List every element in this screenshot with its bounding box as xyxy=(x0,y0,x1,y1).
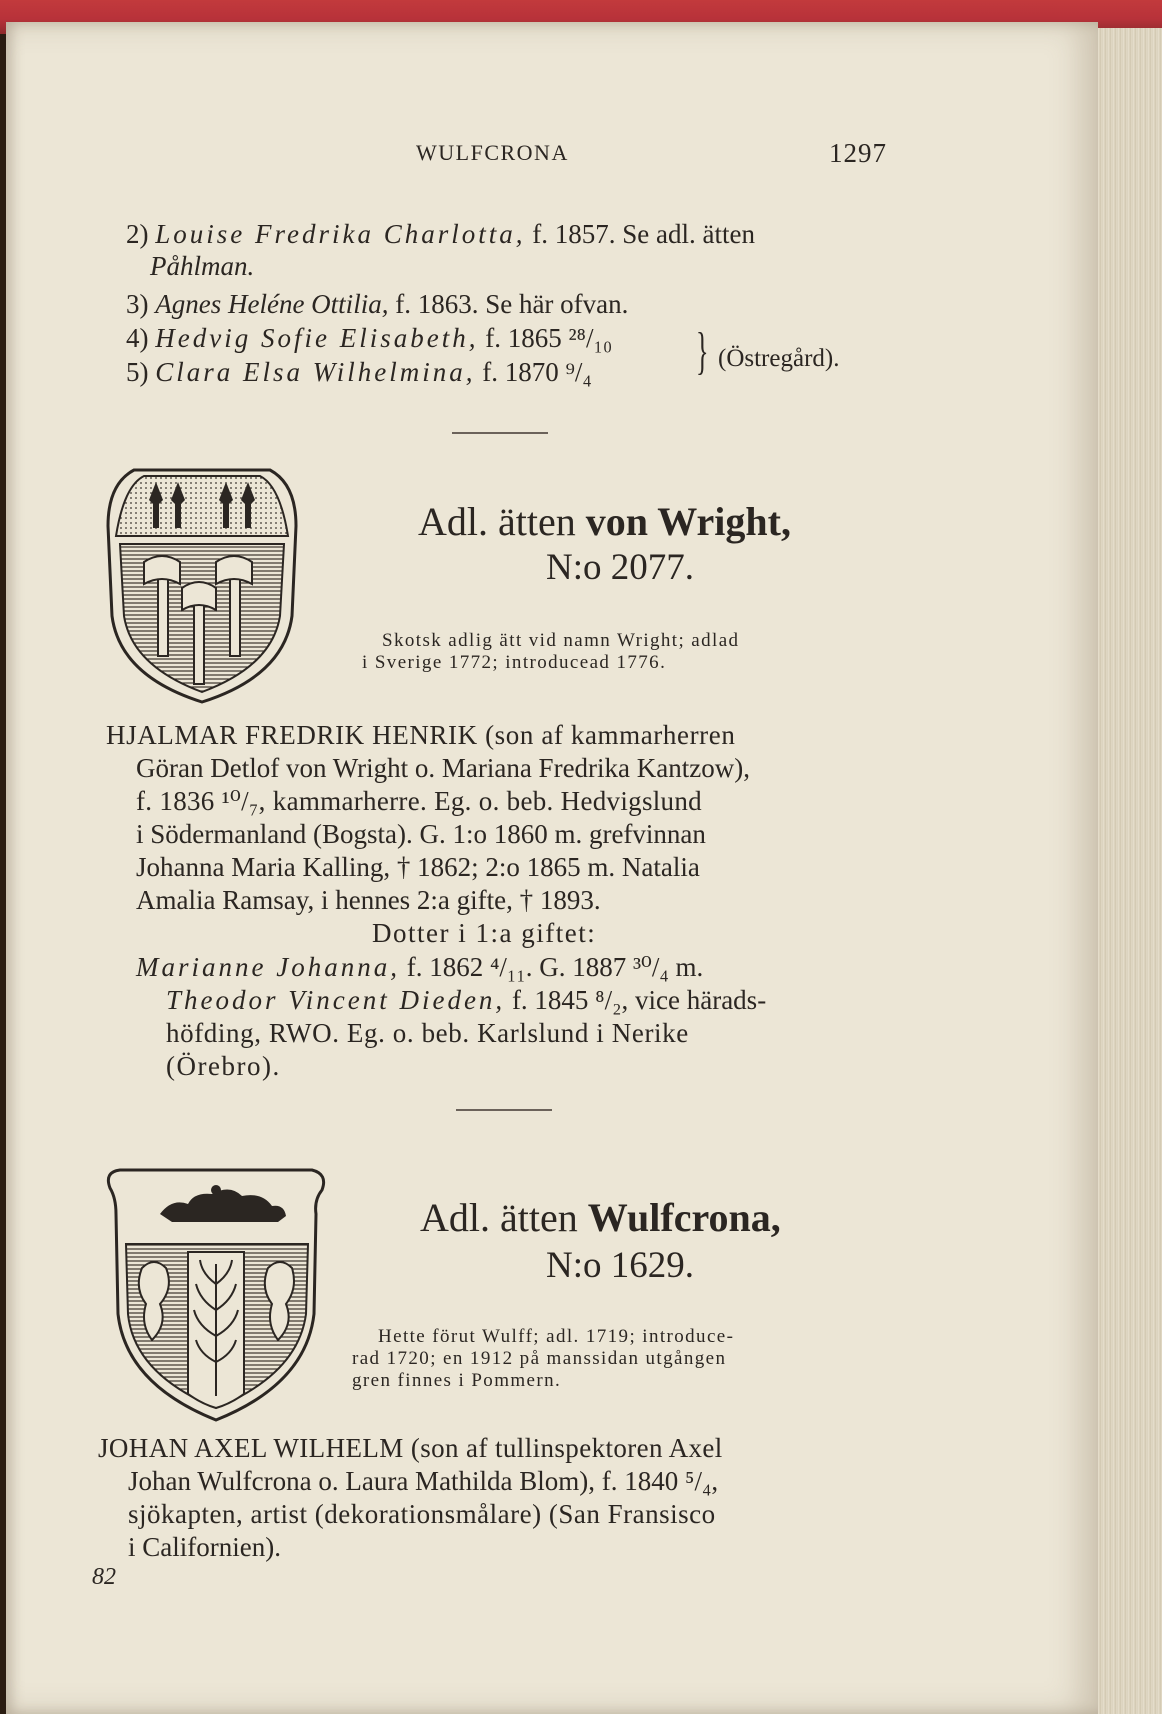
running-title: WULFCRONA xyxy=(416,140,569,165)
body-line: Göran Detlof von Wright o. Mariana Fredrika Kantzow), xyxy=(136,753,750,783)
body-line: i Södermanland (Bogsta). G. 1:o 1860 m. grefvinnan xyxy=(136,819,706,849)
body-line: Johanna Maria Kalling, † 1862; 2:o 1865 m. Natalia xyxy=(136,852,700,882)
von-wright-coat-of-arms xyxy=(104,466,300,706)
brace: } xyxy=(696,323,709,380)
page-number: 1297 xyxy=(829,138,887,168)
body-line: Theodor Vincent Dieden, f. 1845 ⁸/₂, vice härads- xyxy=(166,985,767,1015)
body-line: Johan Wulfcrona o. Laura Mathilda Blom), f. 1840 ⁵/₄, xyxy=(128,1466,719,1496)
body-line: sjökapten, artist (dekorationsmålare) (San Fransisco xyxy=(128,1499,716,1529)
section-heading-wulfcrona: Adl. ätten Wulfcrona, xyxy=(420,1195,781,1240)
section-number: N:o 2077. xyxy=(546,547,694,588)
body-line: höfding, RWO. Eg. o. beb. Karlslund i Nerike xyxy=(166,1018,689,1048)
daughter-heading: Dotter i 1:a giftet: xyxy=(372,918,597,948)
section-divider xyxy=(452,432,548,434)
body-line: JOHAN AXEL WILHELM (son af tullinspektoren Axel xyxy=(98,1433,723,1463)
list-item: 3) Agnes Heléne Ottilia, f. 1863. Se här ofvan. xyxy=(126,289,629,319)
list-item: 5) Clara Elsa Wilhelmina, f. 1870 ⁹/₄ xyxy=(126,357,592,387)
wulfcrona-coat-of-arms xyxy=(102,1164,332,1424)
body-line: Amalia Ramsay, i hennes 2:a gifte, † 1893. xyxy=(136,885,601,915)
body-line: f. 1836 ¹⁰/₇, kammarherre. Eg. o. beb. Hedvigslund xyxy=(136,786,702,816)
section-heading-von-wright: Adl. ätten von Wright, xyxy=(418,499,791,544)
list-item-continuation: Påhlman. xyxy=(150,251,255,281)
signature-mark: 82 xyxy=(92,1564,116,1590)
intro-text: Hette förut Wulff; adl. 1719; introduce- xyxy=(378,1326,735,1347)
section-divider xyxy=(456,1109,552,1111)
body-line: HJALMAR FREDRIK HENRIK (son af kammarherren xyxy=(106,720,736,750)
list-item: 2) Louise Fredrika Charlotta, f. 1857. Se adl. ätten xyxy=(126,219,755,249)
intro-text: i Sverige 1772; introducead 1776. xyxy=(362,652,667,673)
body-line: Marianne Johanna, f. 1862 ⁴/₁₁. G. 1887 ³⁰/₄ m. xyxy=(136,952,704,982)
book-page xyxy=(6,22,1098,1714)
list-item: 4) Hedvig Sofie Elisabeth, f. 1865 ²⁸/₁₀ xyxy=(126,323,613,353)
body-line: (Örebro). xyxy=(166,1051,281,1081)
section-number: N:o 1629. xyxy=(546,1245,694,1286)
brace-note: (Östregård). xyxy=(718,345,840,372)
intro-text: rad 1720; en 1912 på manssidan utgången xyxy=(352,1348,727,1369)
body-line: i Californien). xyxy=(128,1532,281,1562)
intro-text: gren finnes i Pommern. xyxy=(352,1370,562,1391)
intro-text: Skotsk adlig ätt vid namn Wright; adlad xyxy=(382,630,740,651)
